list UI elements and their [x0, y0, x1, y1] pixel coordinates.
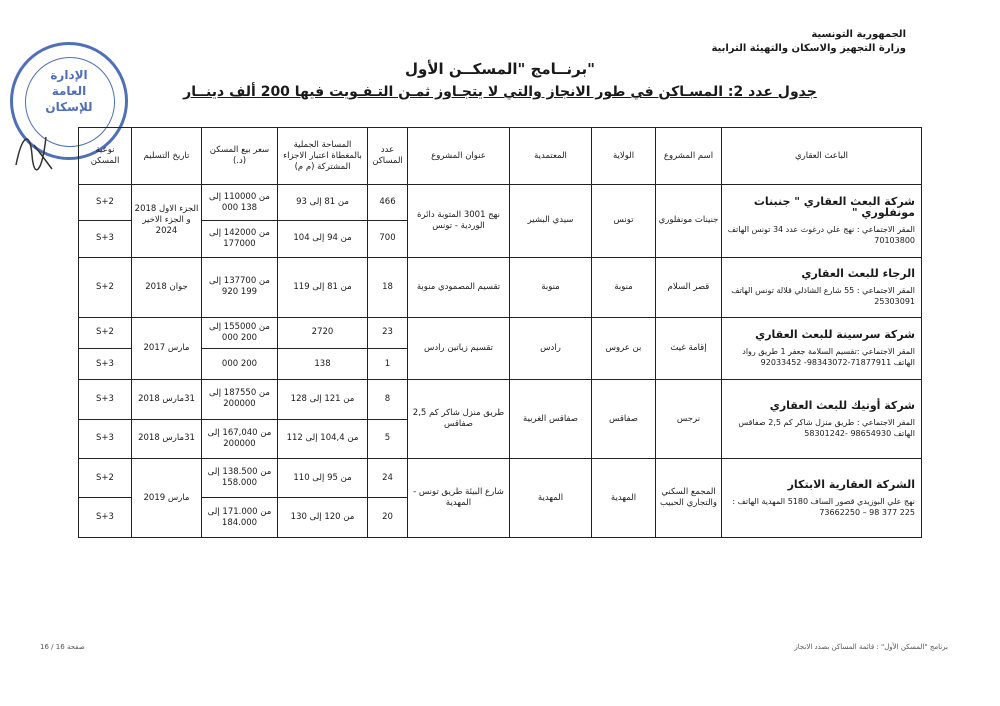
table-row: شركة البعث العقاري " جنبنات مونفلوري " المقر الاجتماعي : نهج علي درغوث عدد 34 تونس الهاتف 70103800 جنينات مونفلوري تونس سيدي البشير نهج 3001 المتوبة دائرة الوردية - تونس 466 من 81 إلى 93 من 110000 إلى 138 000 الجزء الاول 2018 و الجزء الاخير 2024 S+2: [79, 185, 922, 221]
col-area: المساحة الجملية بالمغطاة اعتبار الاجزاء المشتركة (م م): [278, 128, 368, 185]
table-header-row: [79, 128, 922, 185]
table-row: الشركة العقارية الابتكار نهج علي البوزيدي قصور الساف 5180 المهدية الهاتف : 225 377 98 – 73662250 المجمع السكني والتجاري الحبيب المهدية المهدية شارع البيئة طريق تونس - المهدية 24 من 95 إلى 110 من 138.500 إلى 158.000 مارس 2019 S+2: [79, 459, 922, 498]
col-delivery: تاريخ التسليم: [132, 128, 202, 185]
table-row: شركة سرسينة للبعث العقاري المقر الاجتماعي :تقسيم السلامة جعفر 1 طريق رواد الهاتف 71877911-98343072- 92033452 إقامة غيث بن عروس رادس تقسيم زياتين رادس 23 2720 من 155000 إلى 200 000 مارس 2017 S+2: [79, 317, 922, 348]
table-row: الرجاء للبعث العقاري المقر الاجتماعي : 55 شارع الشاذلي قلالة تونس الهاتف 25303091 قصر السلام منوبة منوبة تقسيم المصمودي منوبة 18 من 81 إلى 119 من 137700 إلى 199 920 جوان 2018 S+2: [79, 257, 922, 317]
signature-icon: [12, 125, 56, 175]
official-stamp: الإدارة العامة للإسكان: [10, 42, 128, 160]
col-price: سعر بيع المسكن (د.): [202, 128, 278, 185]
page-title: برنــامج "المسكــن الأول": [405, 60, 595, 78]
republic-name: الجمهورية التونسية: [811, 29, 906, 40]
footer-program-note: برنامج "المسكن الأول" : قائمة المساكن بصدد الانجاز: [794, 643, 948, 651]
table-title: جدول عدد 2: المسـاكن في طور الانجاز والتي لا يتجـاوز ثمـن التـفـويت فيها 200 ألف دينــار: [183, 84, 817, 100]
col-units: عدد المساكن: [368, 128, 408, 185]
table-row: شركة أوتيك للبعث العقاري المقر الاجتماعي : طريق منزل شاكر كم 2,5 صفاقس الهاتف 98654930 -58301242 نرجس صفاقس صفاقس الغربية طريق منزل شاكر كم 2,5 صفاقس 8 من 121 إلى 128 من 187550 إلى 200000 31مارس 2018 S+3: [79, 380, 922, 419]
document-header: [711, 28, 906, 56]
col-type: نوعية المسكن: [79, 128, 132, 185]
table-row: 1 138 200 000 S+3: [79, 349, 922, 380]
page-number: صفحة 16 / 16: [40, 643, 85, 651]
col-address: عنوان المشروع: [408, 128, 510, 185]
table-row: 700 من 94 إلى 104 من 142000 إلى 177000 S+3: [79, 221, 922, 257]
col-state: الولاية: [592, 128, 656, 185]
col-developer: الباعث العقاري: [722, 128, 922, 185]
table-row: 5 من 104,4 إلى 112 من 167,040 إلى 200000 31مارس 2018 S+3: [79, 419, 922, 458]
col-project: اسم المشروع: [656, 128, 722, 185]
ministry-name: وزارة التجهيز والاسكان والتهيئة الترابية: [711, 43, 906, 54]
housing-table: [78, 127, 922, 538]
col-delegation: المعتمدية: [510, 128, 592, 185]
table-row: 20 من 120 إلى 130 من 171.000 إلى 184.000 S+3: [79, 498, 922, 538]
